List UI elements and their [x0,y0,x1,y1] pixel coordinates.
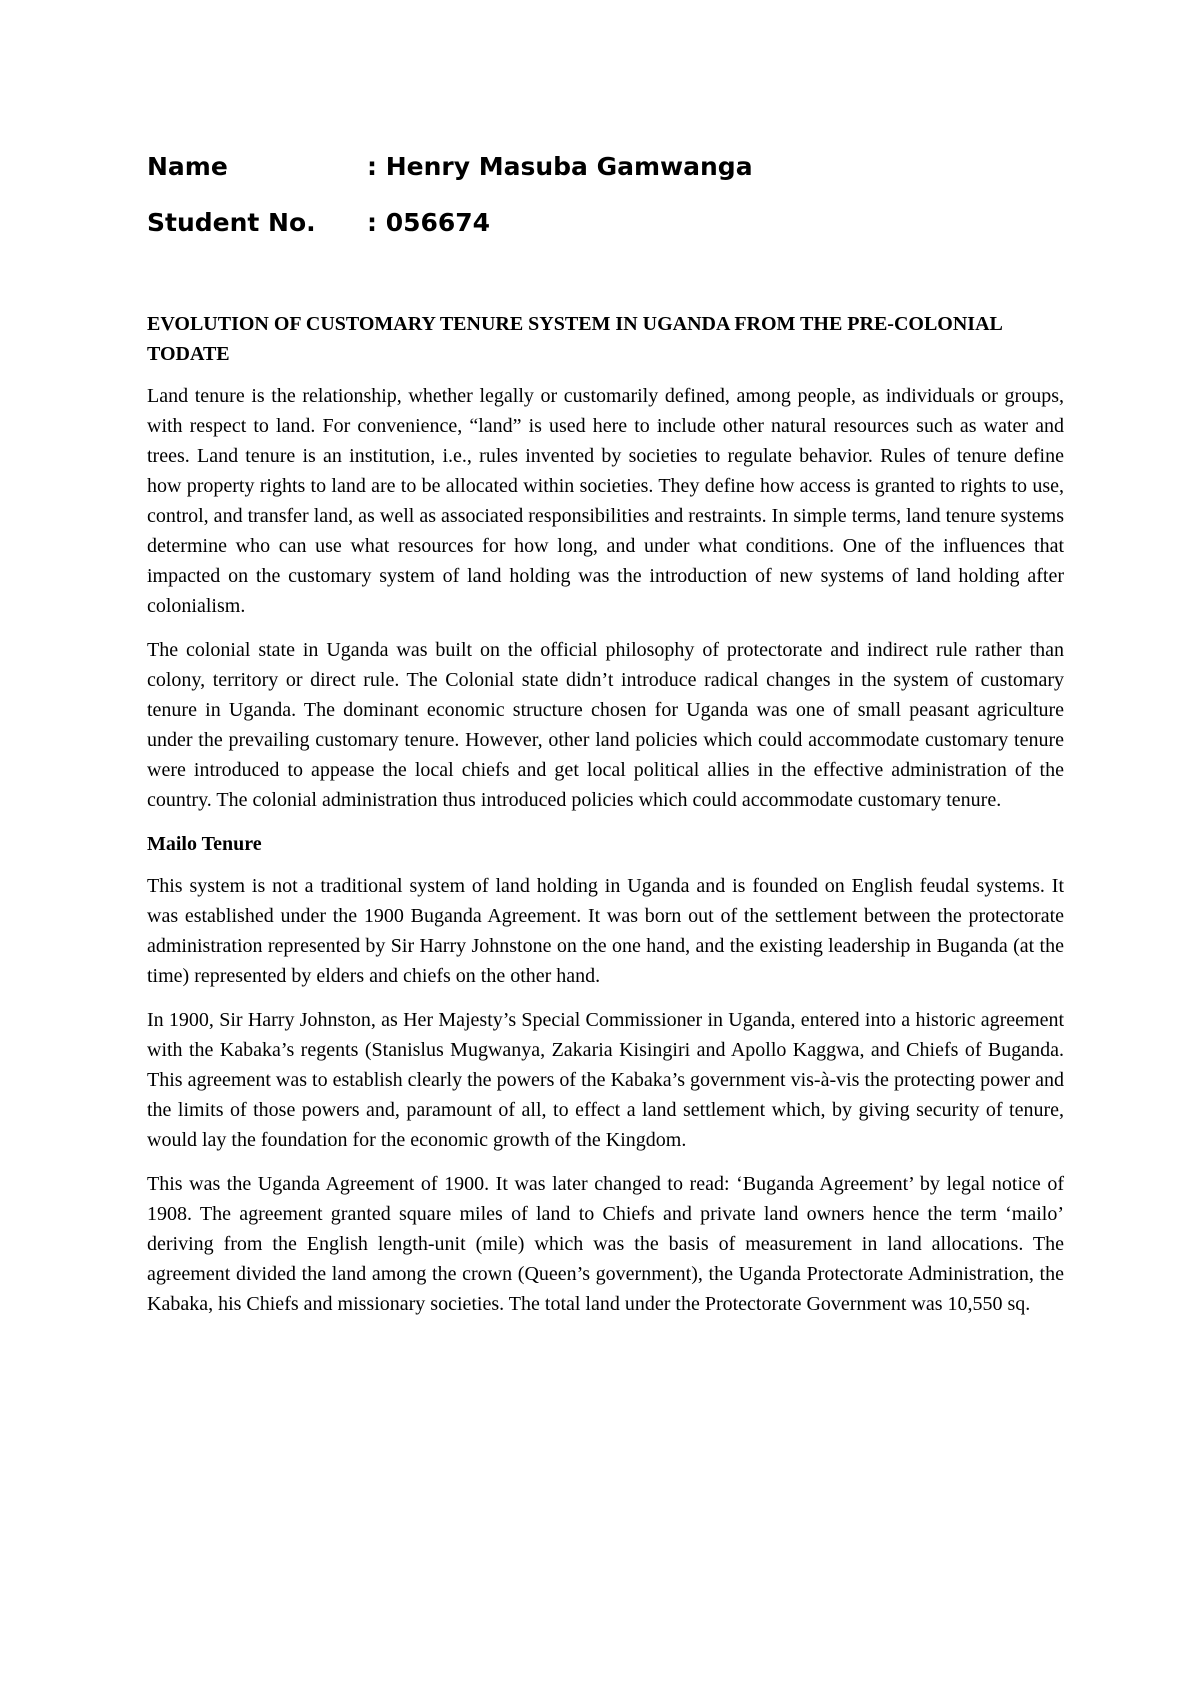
name-value: : Henry Masuba Gamwanga [367,151,753,181]
student-number-label: Student No. [147,207,316,237]
paragraph: The colonial state in Uganda was built on the official philosophy of protectorate and indirect rule rather than colony, territory or direct rule. The Colonial state didn’t introduce radical changes in the system of customary tenure in Uganda. The dominant economic structure chosen for Uganda was one of small peasant agriculture under the prevailing customary tenure. However, other land policies which could accommodate customary tenure were introduced to appease the local chiefs and get local political allies in the effective administration of the country. The colonial administration thus introduced policies which could accommodate customary tenure. [147,639,1064,811]
student-number-value: : 056674 [367,207,491,237]
name-label: Name [147,151,228,181]
paragraph: In 1900, Sir Harry Johnston, as Her Majesty’s Special Commissioner in Uganda, entered into a historic agreement with the Kabaka’s regents (Stanislus Mugwanya, Zakaria Kisingiri and Apollo Kaggwa, and Chiefs of Buganda. This agreement was to establish clearly the powers of the Kabaka’s government vis-à-vis the protecting power and the limits of those powers and, paramount of all, to effect a land settlement which, by giving security of tenure, would lay the foundation for the economic growth of the Kingdom. [147,1009,1064,1151]
name-row [147,138,1067,194]
paragraph: This system is not a traditional system of land holding in Uganda and is founded on English feudal systems. It was established under the 1900 Buganda Agreement. It was born out of the settlement between the protectorate administration represented by Sir Harry Johnstone on the one hand, and the existing leadership in Buganda (at the time) represented by elders and chiefs on the other hand. [147,875,1064,987]
section-heading: Mailo Tenure [147,833,262,855]
document-title: EVOLUTION OF CUSTOMARY TENURE SYSTEM IN UGANDA FROM THE PRE-COLONIAL TODATE [147,313,1002,365]
document-body [147,309,1064,1333]
student-number-row [147,194,1067,250]
student-header [147,138,1067,250]
paragraph: Land tenure is the relationship, whether legally or customarily defined, among people, as individuals or groups, with respect to land. For convenience, “land” is used here to include other natural resources such as water and trees. Land tenure is an institution, i.e., rules invented by societies to regulate behavior. Rules of tenure define how property rights to land are to be allocated within societies. They define how access is granted to rights to use, control, and transfer land, as well as associated responsibilities and restraints. In simple terms, land tenure systems determine who can use what resources for how long, and under what conditions. One of the influences that impacted on the customary system of land holding was the introduction of new systems of land holding after colonialism. [147,385,1064,617]
paragraph: This was the Uganda Agreement of 1900. It was later changed to read: ‘Buganda Agreement’ by legal notice of 1908. The agreement granted square miles of land to Chiefs and private land owners hence the term ‘mailo’ deriving from the English length-unit (mile) which was the basis of measurement in land allocations. The agreement divided the land among the crown (Queen’s government), the Uganda Protectorate Administration, the Kabaka, his Chiefs and missionary societies. The total land under the Protectorate Government was 10,550 sq. [147,1173,1064,1315]
